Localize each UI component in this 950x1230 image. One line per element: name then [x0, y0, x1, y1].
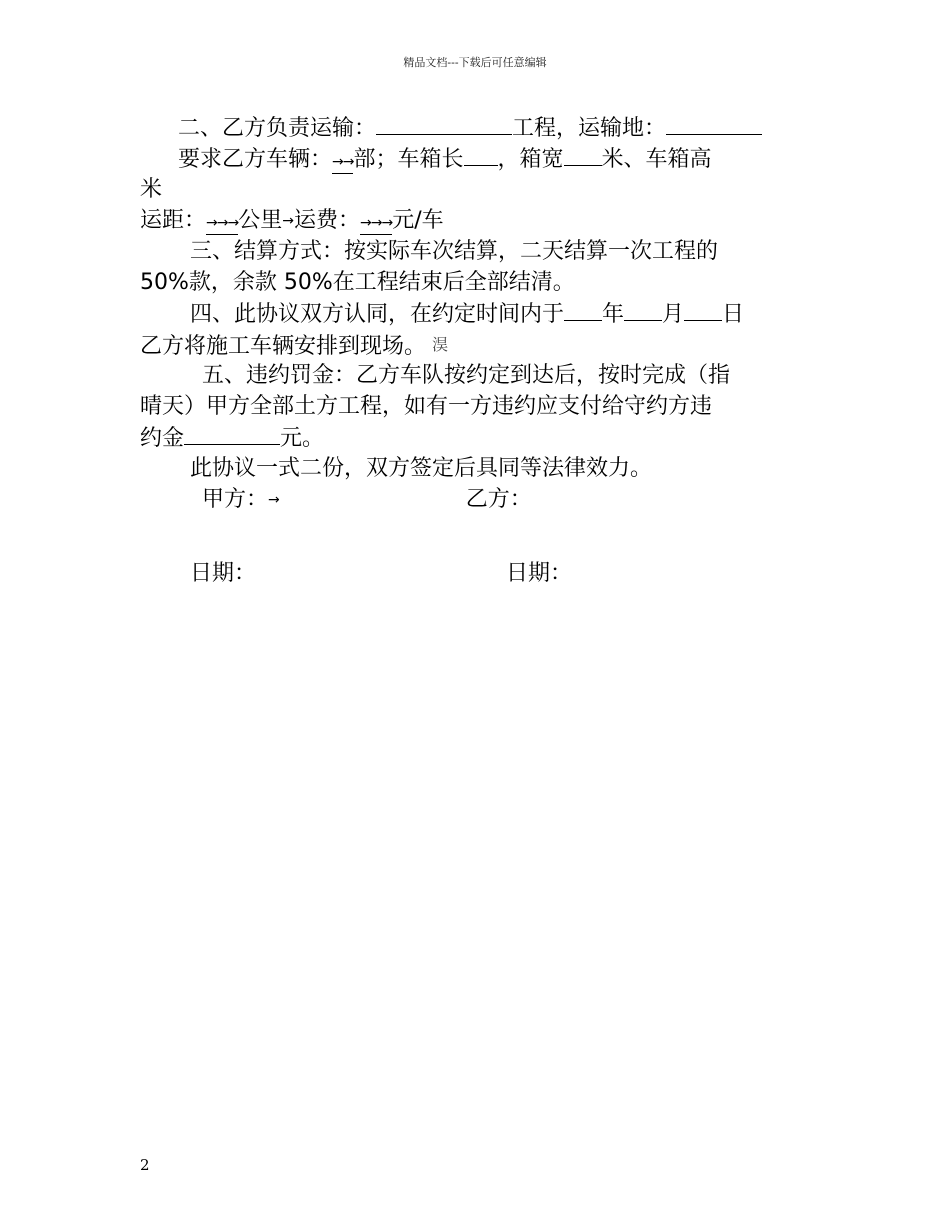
truck-height-label: 米、车箱高 [601, 147, 712, 172]
truck-width-label: ，箱宽 [497, 147, 564, 172]
clause-2-line-4 [140, 205, 812, 236]
project-name-blank [376, 112, 512, 135]
penalty-unit: 元。 [280, 426, 325, 451]
vehicle-count-blank: →→ [332, 151, 353, 174]
truck-length-blank [464, 143, 498, 166]
distance-label: 运距： [140, 208, 207, 233]
month-label: 月 [662, 302, 685, 327]
clause-5-line-1 [140, 360, 812, 391]
month-blank [624, 298, 662, 321]
day-blank [684, 298, 722, 321]
truck-width-blank [564, 143, 602, 166]
tab-arrow-icon: → [282, 213, 294, 229]
clause-3-text-cont: 50%款，余款 50%在工程结束后全部结清。 [140, 270, 575, 295]
fare-unit: 元/车 [392, 208, 444, 233]
page-number: 2 [140, 1156, 150, 1174]
vehicle-requirement-label: 要求乙方车辆： [178, 147, 333, 172]
clause-2-line-1 [140, 112, 812, 143]
clause-4-line-2 [140, 329, 812, 360]
fare-label: 运费： [293, 208, 360, 233]
clause-4-text: 四、此协议双方认同，在约定时间内于 [190, 302, 565, 327]
clause-2-line-2 [140, 143, 812, 174]
year-blank [564, 298, 602, 321]
clause-5-line-3 [140, 422, 812, 453]
penalty-amount-blank [184, 422, 280, 445]
agreement-body [140, 112, 812, 589]
clause-4-text-cont: 乙方将施工车辆安排到现场。 [140, 334, 427, 359]
fare-blank: →→→ [360, 212, 392, 235]
clause-2-title: 二、乙方负责运输： [178, 116, 377, 141]
distance-blank: →→→ [206, 212, 238, 235]
clause-5-text: 五、违约罚金：乙方车队按约定到达后，按时完成（指 [202, 363, 731, 388]
signature-date-line [140, 558, 812, 589]
clause-2-project-label: 工程，运输地： [512, 116, 667, 141]
party-b-label: 乙方： [465, 487, 532, 512]
signature-space [140, 515, 812, 558]
date-b-label: 日期： [506, 561, 573, 586]
distance-unit: 公里 [238, 208, 283, 233]
penalty-label: 约金 [140, 426, 185, 451]
copies-statement: 此协议一式二份，双方签定后具同等法律效力。 [190, 456, 653, 481]
truck-length-label: 部；车箱长 [353, 147, 464, 172]
party-a-label: 甲方： [202, 487, 269, 512]
clause-5-text-cont: 晴天）甲方全部土方工程，如有一方违约应支付给守约方违 [140, 394, 713, 419]
year-label: 年 [602, 302, 625, 327]
destination-blank [666, 112, 762, 135]
date-a-label: 日期： [190, 561, 257, 586]
tab-arrow-icon: → [268, 492, 280, 508]
clause-3-line-1 [140, 236, 812, 267]
clause-2-line-3 [140, 174, 812, 205]
clause-3-line-2 [140, 267, 812, 298]
clause-4-line-1 [140, 298, 812, 329]
height-unit-text: 米 [140, 177, 163, 202]
clause-3-text: 三、结算方式：按实际车次结算，二天结算一次工程的 [190, 239, 719, 264]
stray-character-mark: 淏 [432, 335, 449, 354]
clause-5-line-2 [140, 391, 812, 422]
page-header: 精品文档---下载后可任意编辑 [403, 56, 547, 69]
signature-party-line [140, 484, 812, 515]
copies-statement-line [140, 453, 812, 484]
day-label: 日 [722, 302, 745, 327]
